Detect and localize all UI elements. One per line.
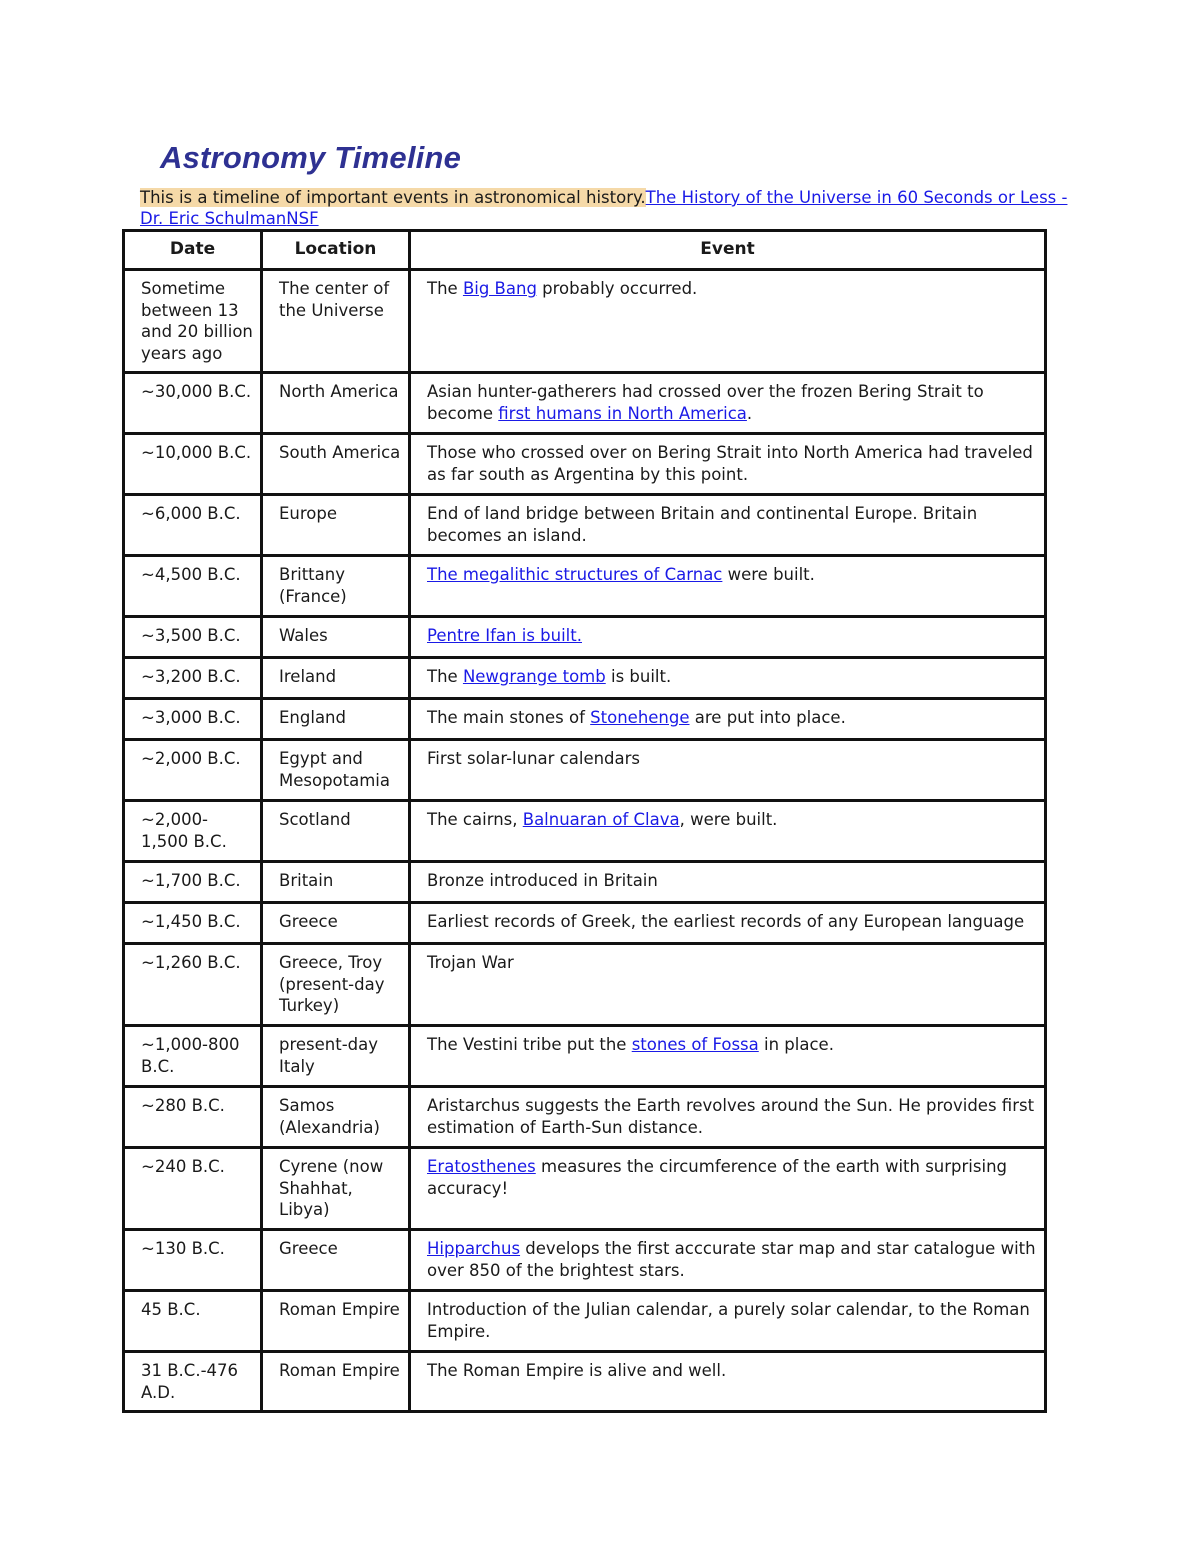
event-cell: Earliest records of Greek, the earliest records of any European language bbox=[410, 903, 1046, 944]
table-row bbox=[124, 556, 1046, 617]
location-cell: Brittany (France) bbox=[262, 556, 410, 617]
header-location: Location bbox=[262, 231, 410, 270]
table-row bbox=[124, 862, 1046, 903]
date-cell: ~6,000 B.C. bbox=[124, 495, 262, 556]
date-cell: ~4,500 B.C. bbox=[124, 556, 262, 617]
table-row bbox=[124, 1148, 1046, 1230]
eratosthenes-link[interactable]: Eratosthenes bbox=[427, 1157, 536, 1176]
table-row bbox=[124, 658, 1046, 699]
location-cell: Ireland bbox=[262, 658, 410, 699]
event-cell: Asian hunter-gatherers had crossed over the frozen Bering Strait to become first humans in North America. bbox=[410, 373, 1046, 434]
date-cell: ~1,000-800 B.C. bbox=[124, 1026, 262, 1087]
table-row bbox=[124, 1087, 1046, 1148]
location-cell: Greece, Troy (present-day Turkey) bbox=[262, 944, 410, 1026]
date-cell: 31 B.C.-476 A.D. bbox=[124, 1352, 262, 1412]
table-row bbox=[124, 1291, 1046, 1352]
date-cell: ~10,000 B.C. bbox=[124, 434, 262, 495]
pentre-ifan-link[interactable]: Pentre Ifan is built. bbox=[427, 626, 582, 645]
date-cell: ~2,000-1,500 B.C. bbox=[124, 801, 262, 862]
fossa-link[interactable]: stones of Fossa bbox=[631, 1035, 759, 1054]
date-cell: ~240 B.C. bbox=[124, 1148, 262, 1230]
location-cell: Roman Empire bbox=[262, 1291, 410, 1352]
event-cell: Eratosthenes measures the circumference of the earth with surprising accuracy! bbox=[410, 1148, 1046, 1230]
location-cell: South America bbox=[262, 434, 410, 495]
location-cell: Egypt and Mesopotamia bbox=[262, 740, 410, 801]
date-cell: ~1,450 B.C. bbox=[124, 903, 262, 944]
history-universe-link[interactable]: The History of the Universe in 60 Seconds or Less - Dr. Eric Schulman bbox=[140, 188, 1068, 228]
table-row bbox=[124, 1352, 1046, 1412]
event-cell: The main stones of Stonehenge are put into place. bbox=[410, 699, 1046, 740]
header-date: Date bbox=[124, 231, 262, 270]
date-cell: Sometime between 13 and 20 billion years ago bbox=[124, 270, 262, 373]
event-cell: The Vestini tribe put the stones of Fossa in place. bbox=[410, 1026, 1046, 1087]
header-event: Event bbox=[410, 231, 1046, 270]
event-cell: First solar-lunar calendars bbox=[410, 740, 1046, 801]
table-row bbox=[124, 495, 1046, 556]
location-cell: Britain bbox=[262, 862, 410, 903]
location-cell: The center of the Universe bbox=[262, 270, 410, 373]
event-cell: Trojan War bbox=[410, 944, 1046, 1026]
table-row bbox=[124, 617, 1046, 658]
table-row bbox=[124, 944, 1046, 1026]
location-cell: Europe bbox=[262, 495, 410, 556]
event-cell: Aristarchus suggests the Earth revolves around the Sun. He provides first estimation of Earth-Sun distance. bbox=[410, 1087, 1046, 1148]
table-row bbox=[124, 699, 1046, 740]
intro-paragraph bbox=[140, 187, 1070, 229]
timeline-table bbox=[122, 229, 1047, 1413]
location-cell: Cyrene (now Shahhat, Libya) bbox=[262, 1148, 410, 1230]
nsf-link[interactable]: NSF bbox=[286, 209, 319, 228]
clava-link[interactable]: Balnuaran of Clava bbox=[522, 810, 680, 829]
location-cell: England bbox=[262, 699, 410, 740]
location-cell: Scotland bbox=[262, 801, 410, 862]
event-cell: The megalithic structures of Carnac were built. bbox=[410, 556, 1046, 617]
date-cell: ~1,260 B.C. bbox=[124, 944, 262, 1026]
date-cell: ~3,500 B.C. bbox=[124, 617, 262, 658]
event-cell bbox=[410, 617, 1046, 658]
date-cell: ~2,000 B.C. bbox=[124, 740, 262, 801]
newgrange-link[interactable]: Newgrange tomb bbox=[462, 667, 606, 686]
date-cell: ~30,000 B.C. bbox=[124, 373, 262, 434]
location-cell: Wales bbox=[262, 617, 410, 658]
intro-text: This is a timeline of important events in astronomical history. bbox=[140, 188, 646, 207]
hipparchus-link[interactable]: Hipparchus bbox=[427, 1239, 521, 1258]
table-header-row bbox=[124, 231, 1046, 270]
table-row bbox=[124, 1026, 1046, 1087]
location-cell: Greece bbox=[262, 903, 410, 944]
table-row bbox=[124, 434, 1046, 495]
location-cell: North America bbox=[262, 373, 410, 434]
location-cell: Greece bbox=[262, 1230, 410, 1291]
event-cell: The cairns, Balnuaran of Clava, were built. bbox=[410, 801, 1046, 862]
date-cell: ~3,200 B.C. bbox=[124, 658, 262, 699]
date-cell: ~280 B.C. bbox=[124, 1087, 262, 1148]
page-title: Astronomy Timeline bbox=[160, 140, 462, 175]
date-cell: ~130 B.C. bbox=[124, 1230, 262, 1291]
event-cell: The Roman Empire is alive and well. bbox=[410, 1352, 1046, 1412]
table-row bbox=[124, 740, 1046, 801]
table-row bbox=[124, 903, 1046, 944]
stonehenge-link[interactable]: Stonehenge bbox=[590, 708, 690, 727]
event-cell: Bronze introduced in Britain bbox=[410, 862, 1046, 903]
date-cell: ~3,000 B.C. bbox=[124, 699, 262, 740]
location-cell: Roman Empire bbox=[262, 1352, 410, 1412]
table-row bbox=[124, 1230, 1046, 1291]
table-row bbox=[124, 373, 1046, 434]
event-cell: The Big Bang probably occurred. bbox=[410, 270, 1046, 373]
first-humans-link[interactable]: first humans in North America bbox=[498, 403, 747, 423]
carnac-link[interactable]: The megalithic structures of Carnac bbox=[427, 565, 723, 584]
date-cell: 45 B.C. bbox=[124, 1291, 262, 1352]
event-cell: End of land bridge between Britain and continental Europe. Britain becomes an island. bbox=[410, 495, 1046, 556]
table-row bbox=[124, 270, 1046, 373]
event-cell: Those who crossed over on Bering Strait into North America had traveled as far south as Argentina by this point. bbox=[410, 434, 1046, 495]
event-cell: The Newgrange tomb is built. bbox=[410, 658, 1046, 699]
location-cell: Samos (Alexandria) bbox=[262, 1087, 410, 1148]
big-bang-link[interactable]: Big Bang bbox=[462, 279, 537, 298]
event-cell: Hipparchus develops the first acccurate star map and star catalogue with over 850 of the brightest stars. bbox=[410, 1230, 1046, 1291]
date-cell: ~1,700 B.C. bbox=[124, 862, 262, 903]
event-cell: Introduction of the Julian calendar, a purely solar calendar, to the Roman Empire. bbox=[410, 1291, 1046, 1352]
location-cell: present-day Italy bbox=[262, 1026, 410, 1087]
table-row bbox=[124, 801, 1046, 862]
